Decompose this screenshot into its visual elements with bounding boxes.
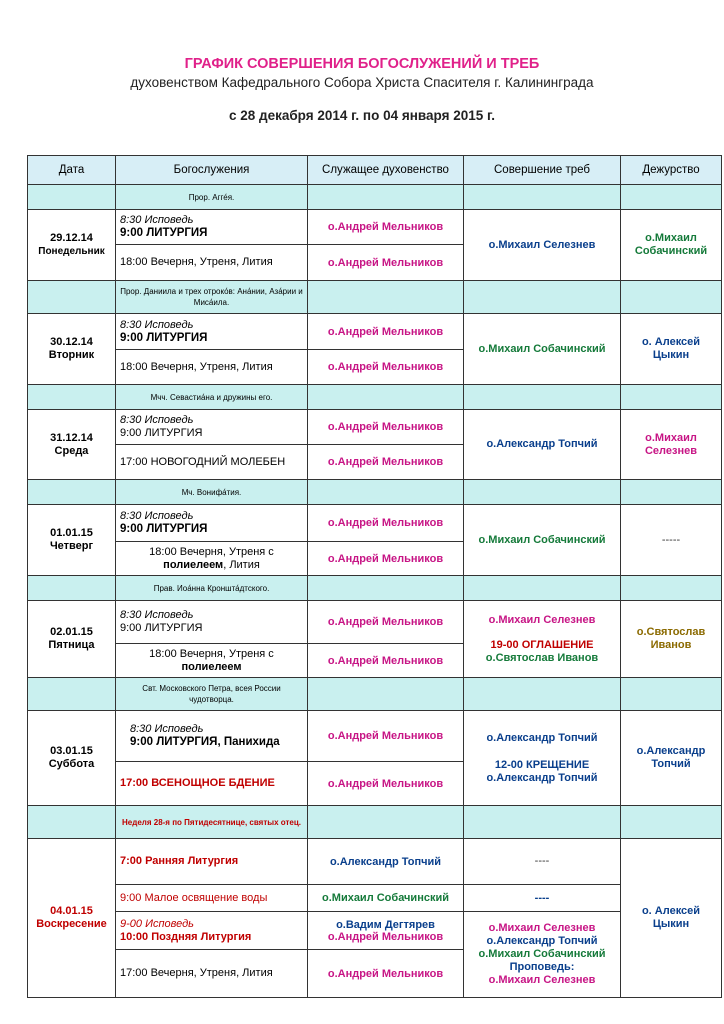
date-cell	[28, 410, 116, 480]
treb-line: о.Александр Топчий	[486, 935, 598, 947]
treb-cell: о.Михаил Собачинский	[464, 314, 621, 385]
feast-row	[28, 480, 722, 505]
period: с 28 декабря 2014 г. по 04 января 2015 г.	[228, 108, 496, 123]
service-cell	[116, 601, 308, 644]
weekday: Пятница	[48, 639, 95, 651]
col-services-header: Богослужения	[116, 156, 308, 185]
service-line: 18:00 Вечерня, Утреня с	[149, 545, 274, 558]
date: 02.01.15	[50, 626, 93, 638]
feast-text: Неделя 28-я по Пятидесятнице, святых отец.	[116, 806, 308, 839]
service-line: 18:00 Вечерня, Утреня, Лития	[120, 360, 273, 373]
service-line: 8:30 Исповедь	[120, 318, 194, 331]
service-cell	[116, 445, 308, 480]
clergy-cell: о.Андрей Мельников	[308, 644, 464, 678]
date-cell	[28, 601, 116, 678]
service-line: 17:00 НОВОГОДНИЙ МОЛЕБЕН	[120, 455, 286, 468]
treb-line: Проповедь:	[509, 961, 575, 973]
feast-row	[28, 678, 722, 711]
clergy-cell: о.Андрей Мельников	[308, 350, 464, 385]
date: 01.01.15	[50, 527, 93, 539]
duty-empty: -----	[661, 533, 681, 546]
treb-line: 12-00 КРЕЩЕНИЕ	[494, 758, 590, 771]
service-line: 9:00 ЛИТУРГИЯ	[120, 331, 208, 344]
service-line: 8:30 Исповедь	[120, 510, 194, 522]
table-header-row	[28, 156, 722, 185]
service-cell	[116, 245, 308, 281]
feast-text: Прор. Агге́я.	[116, 185, 308, 210]
treb-cell	[464, 601, 621, 678]
service-cell	[116, 542, 308, 576]
service-cell	[116, 912, 308, 950]
service-cell	[116, 644, 308, 678]
feast-row	[28, 806, 722, 839]
date-cell	[28, 839, 116, 998]
clergy-cell: о.Андрей Мельников	[308, 410, 464, 445]
service-line: полиелеем	[181, 660, 242, 673]
treb-line: о.Михаил Селезнев	[488, 613, 596, 626]
date-cell	[28, 314, 116, 385]
service-line: 17:00 Вечерня, Утреня, Лития	[120, 967, 273, 979]
service-line: 10:00 Поздняя Литургия	[120, 930, 252, 943]
treb-cell: о.Александр Топчий	[464, 410, 621, 480]
service-line: 8:30 Исповедь	[130, 723, 204, 735]
treb-cell	[464, 711, 621, 806]
date-cell	[28, 711, 116, 806]
service-line: 9:00 ЛИТУРГИЯ	[120, 227, 208, 239]
col-duty-header: Дежурство	[621, 156, 722, 185]
service-cell	[116, 885, 308, 912]
service-line: 18:00 Вечерня, Утреня, Лития	[120, 256, 273, 268]
treb-cell: о.Михаил Селезнев	[464, 210, 621, 281]
duty-cell: о.Михаил Селезнев	[621, 410, 722, 480]
clergy-cell: о.Андрей Мельников	[308, 762, 464, 806]
treb-line: 19-00 ОГЛАШЕНИЕ	[490, 638, 594, 651]
service-cell	[116, 762, 308, 806]
date: 30.12.14	[50, 336, 93, 348]
feast-text: Мч. Вонифа́тия.	[116, 480, 308, 505]
service-line: 9:00 ЛИТУРГИЯ	[120, 622, 203, 634]
page-subtitle: духовенством Кафедрального Собора Христа Спасителя г. Калининграда	[130, 75, 594, 90]
weekday: Суббота	[48, 758, 95, 770]
feast-row	[28, 185, 722, 210]
date: 29.12.14	[50, 232, 93, 244]
feast-text: Прор. Даниила и трех отроко́в: Ана́нии, Аза́рии и Миса́ила.	[116, 281, 308, 314]
col-trebs-header: Совершение треб	[464, 156, 621, 185]
date-cell	[28, 210, 116, 281]
duty-cell: о.Александр Топчий	[621, 711, 722, 806]
service-cell	[116, 950, 308, 998]
treb-cell: о.Михаил Собачинский	[464, 505, 621, 576]
feast-text: Мчч. Севастиа́на и дружины его.	[116, 385, 308, 410]
service-line: 9:00 Малое освящение воды	[120, 891, 268, 904]
service-line: полиелеем	[163, 558, 224, 571]
table-row	[28, 885, 722, 912]
table-row	[28, 410, 722, 445]
service-cell	[116, 505, 308, 542]
clergy-cell: о.Андрей Мельников	[308, 210, 464, 245]
duty-cell: о. Алексей Цыкин	[621, 314, 722, 385]
clergy-cell: о.Андрей Мельников	[308, 245, 464, 281]
treb-line: о.Михаил Селезнев	[488, 974, 596, 986]
clergy-cell: о.Андрей Мельников	[308, 950, 464, 998]
clergy-cell: о.Андрей Мельников	[308, 505, 464, 542]
service-cell	[116, 350, 308, 385]
service-cell	[116, 210, 308, 245]
service-line: 9:00 ЛИТУРГИЯ	[120, 523, 208, 535]
service-line: 17:00 ВСЕНОЩНОЕ БДЕНИЕ	[120, 777, 275, 789]
service-line: 18:00 Вечерня, Утреня с	[149, 647, 274, 660]
feast-row	[28, 385, 722, 410]
treb-empty: ----	[534, 855, 550, 867]
clergy-cell: о.Андрей Мельников	[308, 711, 464, 762]
col-date-header: Дата	[28, 156, 116, 185]
service-cell	[116, 711, 308, 762]
weekday: Четверг	[49, 540, 94, 552]
clergy-cell: о.Андрей Мельников	[308, 314, 464, 350]
schedule-table	[27, 155, 722, 998]
clergy-line: о.Вадим Дегтярев	[336, 918, 435, 931]
col-clergy-header: Служащее духовенство	[308, 156, 464, 185]
duty-cell: о.Святослав Иванов	[621, 601, 722, 678]
service-line: 9:00 ЛИТУРГИЯ, Панихида	[130, 736, 280, 748]
treb-line: о.Михаил Селезнев	[488, 922, 596, 934]
table-row	[28, 839, 722, 885]
date: 04.01.15	[50, 905, 93, 917]
feast-row	[28, 576, 722, 601]
table-row	[28, 601, 722, 644]
service-cell	[116, 410, 308, 445]
clergy-line: о.Андрей Мельников	[327, 930, 444, 943]
date-cell	[28, 505, 116, 576]
service-line: 8:30 Исповедь	[120, 214, 194, 226]
date: 31.12.14	[50, 431, 93, 444]
service-line: , Лития	[223, 558, 260, 571]
weekday: Среда	[54, 444, 89, 457]
duty-cell	[621, 505, 722, 576]
feast-row	[28, 281, 722, 314]
duty-cell: о.Михаил Собачинский	[621, 210, 722, 281]
weekday: Воскресение	[36, 918, 107, 930]
service-cell	[116, 314, 308, 350]
service-line: 9-00 Исповедь	[120, 917, 194, 930]
service-line: 8:30 Исповедь	[120, 414, 194, 426]
page-title: ГРАФИК СОВЕРШЕНИЯ БОГОСЛУЖЕНИЙ И ТРЕБ	[184, 56, 540, 72]
treb-line: о.Александр Топчий	[486, 731, 598, 744]
weekday: Понедельник	[38, 246, 105, 257]
service-line: 7:00 Ранняя Литургия	[120, 855, 239, 867]
feast-text: Прав. Иоа́нна Кроншта́дтского.	[116, 576, 308, 601]
treb-cell: ----	[464, 885, 621, 912]
service-line: 8:30 Исповедь	[120, 609, 194, 621]
clergy-cell: о.Андрей Мельников	[308, 542, 464, 576]
treb-line: о.Михаил Собачинский	[478, 948, 606, 960]
service-line: 9:00 ЛИТУРГИЯ	[120, 427, 203, 439]
weekday: Вторник	[48, 349, 95, 361]
treb-line: о.Александр Топчий	[486, 771, 598, 784]
treb-line: о.Святослав Иванов	[485, 651, 599, 664]
table-row	[28, 210, 722, 245]
clergy-cell	[308, 912, 464, 950]
clergy-cell: о.Александр Топчий	[308, 839, 464, 885]
table-row	[28, 314, 722, 350]
treb-cell	[464, 912, 621, 998]
table-row	[28, 505, 722, 542]
table-row	[28, 912, 722, 950]
feast-text: Свт. Московского Петра, всея России чудотворца.	[116, 678, 308, 711]
duty-cell: о. Алексей Цыкин	[621, 839, 722, 998]
clergy-cell: о.Михаил Собачинский	[308, 885, 464, 912]
service-cell	[116, 839, 308, 885]
treb-cell	[464, 839, 621, 885]
table-row	[28, 711, 722, 762]
clergy-cell: о.Андрей Мельников	[308, 445, 464, 480]
date: 03.01.15	[50, 745, 93, 757]
clergy-cell: о.Андрей Мельников	[308, 601, 464, 644]
